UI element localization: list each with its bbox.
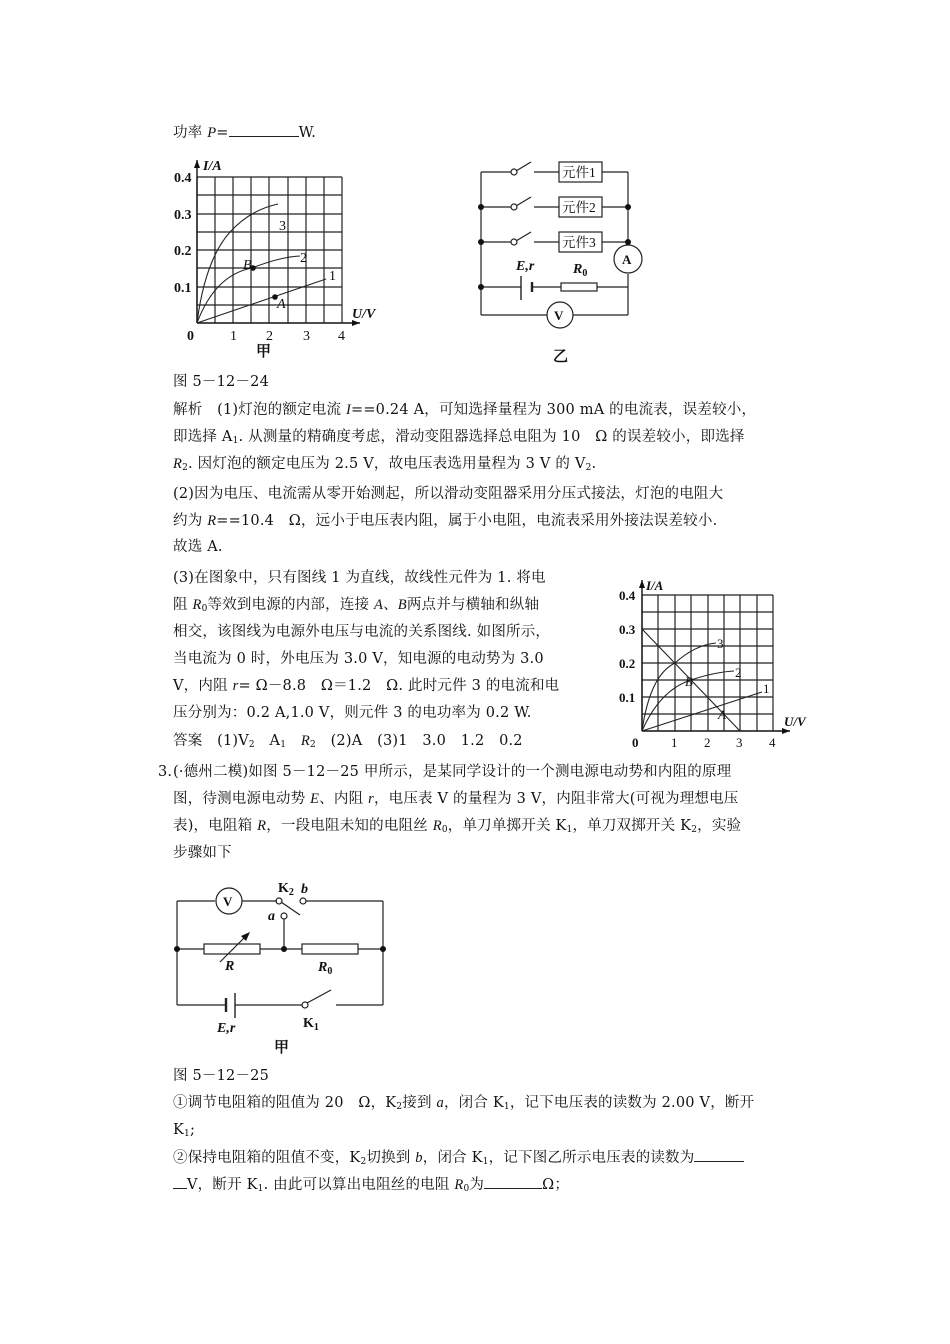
figure-caption-25: 图 5－12－25: [173, 1068, 270, 1084]
x-tick: 3: [736, 735, 743, 750]
step-1-line2: $K_1$;: [173, 1122, 196, 1139]
analysis-p2-line2: 约为 R==10.4 Ω，远小于电压表内阻，属于小电阻，电流表采用外接法误差较小.: [173, 513, 718, 529]
text: 功率: [173, 125, 208, 141]
switch-k2-label: $K_2$: [278, 881, 294, 898]
source-label: E,r: [516, 259, 535, 274]
voltmeter-icon: V: [554, 308, 564, 323]
text: =: [216, 125, 229, 141]
x-tick: 4: [769, 735, 776, 750]
y-tick: 0.4: [619, 588, 636, 603]
figure-sublabel-yi: 乙: [553, 347, 569, 365]
voltmeter-icon: V: [223, 894, 233, 909]
x-tick: 0: [632, 735, 639, 750]
voltmeter-reading-blank[interactable]: [694, 1147, 744, 1162]
curve-label: 2: [735, 665, 742, 680]
x-axis-label: U/V: [784, 714, 806, 729]
x-axis-label: U/V: [352, 307, 376, 322]
iu-graph-with-load-line: [615, 575, 815, 755]
analysis-p2-line3: 故选 A.: [173, 539, 223, 555]
resistor-wire-label: $R_0$: [318, 960, 333, 977]
analysis-p3-line4: 当电流为 0 时，外电压为 3.0 V，知电源的电动势为 3.0: [173, 651, 544, 667]
curve-label: 3: [279, 219, 286, 234]
x-tick: 1: [671, 735, 678, 750]
question-number: 3.: [158, 764, 173, 780]
y-tick: 0.1: [619, 690, 636, 705]
curve-label: 3: [717, 636, 724, 651]
point-label-b: B: [685, 674, 693, 689]
analysis-p3-line5: V，内阻 r= Ω－8.8 Ω＝1.2 Ω. 此时元件 3 的电流和电: [173, 678, 560, 694]
curve-label: 2: [300, 251, 307, 266]
point-label-b: B: [243, 258, 252, 273]
x-tick: 0: [187, 329, 194, 344]
power-question-line: [173, 122, 316, 143]
circuit-diagram-yi: [470, 155, 670, 355]
analysis-p1-line3: $R_2$. 因灯泡的额定电压为 2.5 V，故电压表选用量程为 3 V 的 $V_2$.: [173, 456, 597, 473]
y-tick: 0.4: [174, 171, 192, 186]
ammeter-icon: A: [622, 252, 632, 267]
y-axis-label: I/A: [203, 159, 222, 174]
point-label-a: A: [718, 707, 726, 722]
analysis-p1-line2: 即选择 $A_1$. 从测量的精确度考虑，滑动变阻器选择总电阻为 10 Ω 的误差较小，即选择: [173, 429, 745, 446]
step-1-line1: ①调节电阻箱的阻值为 20 Ω，$K_2$接到 a，闭合 $K_1$，记下电压表的读数为 2.00 V，断开: [173, 1095, 755, 1112]
component-3-label: 元件3: [562, 235, 596, 250]
r0-value-blank[interactable]: [484, 1174, 542, 1189]
figure-sublabel-jia: 甲: [256, 342, 272, 360]
terminal-b-label: b: [301, 882, 308, 897]
voltmeter-reading-blank-cont[interactable]: [173, 1174, 187, 1189]
question-3-line4: 步骤如下: [173, 845, 232, 861]
resistor-box-label: R: [225, 959, 235, 974]
analysis-p2-line1: (2)因为电压、电流需从零开始测起，所以滑动变阻器采用分压式接法，灯泡的电阻大: [173, 486, 724, 502]
switch-k1-label: $K_1$: [303, 1016, 319, 1033]
x-tick: 3: [303, 329, 310, 344]
answer-blank[interactable]: [229, 122, 299, 137]
answer-line: 答案 $(1)V_2$ $A_1$ $R_2$ (2)A (3)1 3.0 1.2 0.2: [173, 733, 523, 750]
y-tick: 0.3: [174, 208, 192, 223]
r0-label: $R_0$: [573, 262, 588, 279]
y-tick: 0.3: [619, 622, 636, 637]
analysis-p3-line3: 相交，该图线为电源外电压与电流的关系图线. 如图所示，: [173, 624, 551, 640]
terminal-a-label: a: [268, 909, 275, 924]
source-label: E,r: [217, 1021, 236, 1036]
question-3-line1: (·德州二模)如图 5－12－25 甲所示，是某同学设计的一个测电源电动势和内阻的原理: [173, 764, 732, 780]
y-tick: 0.2: [619, 656, 636, 671]
iu-graph-jia: [170, 155, 376, 365]
figure-caption-24: 图 5－12－24: [173, 374, 270, 390]
text: W.: [298, 125, 317, 141]
curve-label: 1: [329, 269, 336, 284]
y-axis-label: I/A: [646, 578, 664, 593]
step-2-line1: ②保持电阻箱的阻值不变，$K_2$切换到 b，闭合 $K_1$，记下图乙所示电压表的读数为: [173, 1147, 744, 1168]
component-1-label: 元件1: [562, 165, 596, 180]
x-tick: 2: [704, 735, 711, 750]
step-2-line2: V，断开 $K_1$. 由此可以算出电阻丝的电阻 $R_0$为 Ω；: [173, 1174, 569, 1195]
y-tick: 0.1: [174, 281, 192, 296]
question-3-line2: 图，待测电源电动势 E、内阻 r，电压表 V 的量程为 3 V，内阻非常大(可视为理想电压: [173, 791, 739, 807]
y-tick: 0.2: [174, 244, 192, 259]
point-label-a: A: [277, 297, 286, 312]
x-tick: 2: [266, 329, 273, 344]
analysis-p3-line2: 阻 $R_0$等效到电源的内部，连接 A、B两点并与横轴和纵轴: [173, 597, 540, 614]
circuit-diagram-jia-25: [170, 872, 400, 1062]
component-2-label: 元件2: [562, 200, 596, 215]
analysis-p1-line1: 解析 (1)灯泡的额定电流 I==0.24 A，可知选择量程为 300 mA 的电流表，误差较小，: [173, 402, 757, 418]
figure-sublabel-jia-25: 甲: [274, 1038, 290, 1056]
question-3-line3: 表)，电阻箱 R，一段电阻未知的电阻丝 $R_0$，单刀单掷开关 $K_1$，单刀双掷开关 $K_2$，实验: [173, 818, 742, 835]
analysis-p3-line6: 压分别为：0.2 A,1.0 V，则元件 3 的电功率为 0.2 W.: [173, 705, 532, 721]
analysis-p3-line1: (3)在图象中，只有图线 1 为直线，故线性元件为 1. 将电: [173, 570, 546, 586]
x-tick: 1: [230, 329, 237, 344]
var-p: P: [207, 125, 217, 141]
curve-label: 1: [763, 681, 770, 696]
x-tick: 4: [338, 329, 345, 344]
